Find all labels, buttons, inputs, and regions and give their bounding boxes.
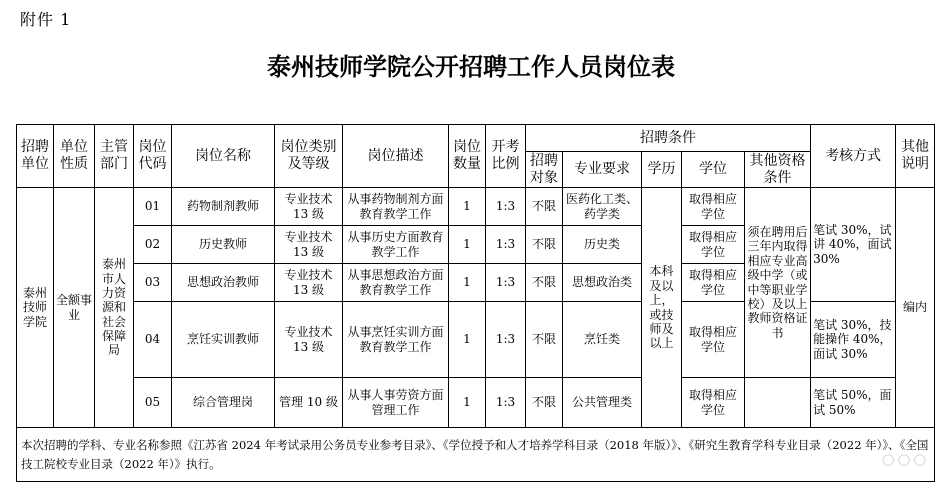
cell-ratio: 1:3 (486, 302, 526, 378)
cell-category: 专业技术 13 级 (275, 264, 343, 302)
cell-code: 05 (134, 378, 172, 428)
header-remarks: 其他说明 (896, 125, 935, 188)
cell-count: 1 (449, 226, 486, 264)
header-row-1 (17, 125, 935, 152)
cell-degree: 取得相应学位 (682, 188, 745, 226)
cell-desc: 从事思想政治方面教育教学工作 (343, 264, 449, 302)
cell-degree: 取得相应学位 (682, 302, 745, 378)
cell-code: 04 (134, 302, 172, 378)
header-authority: 主管部门 (95, 125, 134, 188)
cell-ratio: 1:3 (486, 226, 526, 264)
cell-count: 1 (449, 302, 486, 378)
header-target: 招聘对象 (526, 152, 563, 188)
cell-assessment-b: 笔试 30%，技能操作 40%，面试 30% (811, 302, 896, 378)
cell-name: 烹饪实训教师 (172, 302, 275, 378)
header-recruit-unit: 招聘单位 (17, 125, 54, 188)
cell-name: 药物制剂教师 (172, 188, 275, 226)
positions-table (16, 124, 935, 482)
cell-code: 01 (134, 188, 172, 226)
header-degree: 学位 (682, 152, 745, 188)
header-major: 专业要求 (563, 152, 642, 188)
cell-major: 思想政治类 (563, 264, 642, 302)
cell-major: 公共管理类 (563, 378, 642, 428)
header-post-category: 岗位类别及等级 (275, 125, 343, 188)
cell-ratio: 1:3 (486, 378, 526, 428)
cell-major: 医药化工类、药学类 (563, 188, 642, 226)
cell-qualification: 须在聘用后三年内取得相应专业高级中学（或中等职业学校）及以上教师资格证书 (745, 188, 811, 378)
cell-major: 历史类 (563, 226, 642, 264)
cell-name: 思想政治教师 (172, 264, 275, 302)
header-post-count: 岗位数量 (449, 125, 486, 188)
header-post-name: 岗位名称 (172, 125, 275, 188)
table-row (17, 378, 935, 428)
cell-desc: 从事烹饪实训方面教育教学工作 (343, 302, 449, 378)
cell-degree: 取得相应学位 (682, 264, 745, 302)
header-qualification: 其他资格条件 (745, 152, 811, 188)
header-post-code: 岗位代码 (134, 125, 172, 188)
header-unit-nature: 单位性质 (54, 125, 95, 188)
cell-assessment-c: 笔试 50%，面试 50% (811, 378, 896, 428)
cell-count: 1 (449, 264, 486, 302)
watermark-logo: ◯ ◯ ◯ (882, 453, 926, 466)
cell-code: 03 (134, 264, 172, 302)
header-assessment: 考核方式 (811, 125, 896, 188)
cell-count: 1 (449, 378, 486, 428)
header-conditions: 招聘条件 (526, 125, 811, 152)
cell-remarks: 编内 (896, 188, 935, 428)
cell-category: 专业技术 13 级 (275, 226, 343, 264)
cell-name: 综合管理岗 (172, 378, 275, 428)
cell-ratio: 1:3 (486, 264, 526, 302)
cell-desc: 从事历史方面教育教学工作 (343, 226, 449, 264)
cell-desc: 从事人事劳资方面管理工作 (343, 378, 449, 428)
cell-target: 不限 (526, 378, 563, 428)
cell-degree: 取得相应学位 (682, 226, 745, 264)
note-row (17, 428, 935, 482)
header-education: 学历 (642, 152, 682, 188)
cell-target: 不限 (526, 188, 563, 226)
cell-degree: 取得相应学位 (682, 378, 745, 428)
table-row (17, 188, 935, 226)
cell-ratio: 1:3 (486, 188, 526, 226)
cell-code: 02 (134, 226, 172, 264)
header-post-desc: 岗位描述 (343, 125, 449, 188)
cell-target: 不限 (526, 226, 563, 264)
cell-authority: 泰州市人力资源和社会保障局 (95, 188, 134, 428)
cell-category: 专业技术 13 级 (275, 302, 343, 378)
header-ratio: 开考比例 (486, 125, 526, 188)
cell-target: 不限 (526, 302, 563, 378)
cell-qualification-empty (745, 378, 811, 428)
cell-nature: 全额事业 (54, 188, 95, 428)
cell-category: 管理 10 级 (275, 378, 343, 428)
cell-education: 本科及以上，或技师及以上 (642, 188, 682, 428)
cell-category: 专业技术 13 级 (275, 188, 343, 226)
page-title: 泰州技师学院公开招聘工作人员岗位表 (267, 53, 675, 81)
table-footnote: 本次招聘的学科、专业名称参照《江苏省 2024 年考试录用公务员专业参考目录》、《学位授予和人才培养学科目录（2018 年版）》、《研究生教育学科专业目录（2022 年）》、《全国技工院校专业目录（2022 年）》执行。 (17, 428, 935, 482)
cell-name: 历史教师 (172, 226, 275, 264)
cell-count: 1 (449, 188, 486, 226)
attachment-label: 附件 1 (20, 10, 72, 29)
cell-assessment-a: 笔试 30%，试讲 40%，面试 30% (811, 188, 896, 302)
cell-target: 不限 (526, 264, 563, 302)
cell-unit: 泰州技师学院 (17, 188, 54, 428)
cell-desc: 从事药物制剂方面教育教学工作 (343, 188, 449, 226)
cell-major: 烹饪类 (563, 302, 642, 378)
